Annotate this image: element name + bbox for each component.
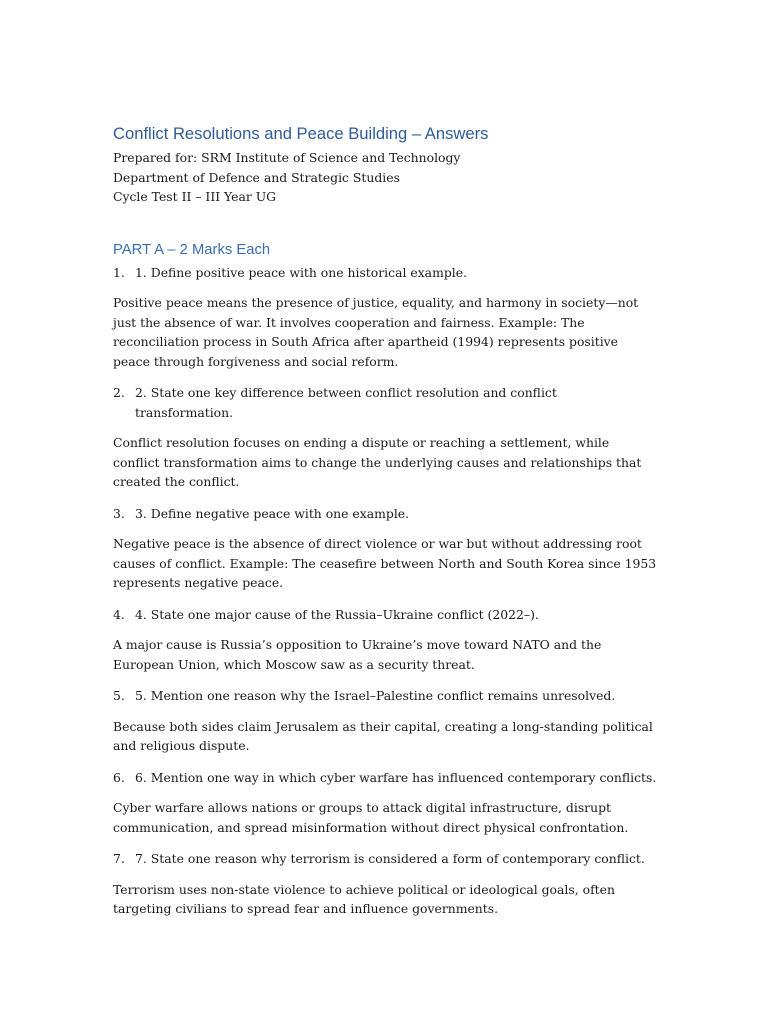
document-title: Conflict Resolutions and Peace Building – Answers bbox=[113, 124, 489, 143]
qa-item-2 bbox=[113, 383, 658, 492]
question-text: 7. State one reason why terrorism is considered a form of contemporary conflict. bbox=[135, 851, 645, 866]
question bbox=[113, 263, 658, 283]
question bbox=[113, 768, 658, 788]
answer-text: Negative peace is the absence of direct violence or war but without addressing root causes of conflict. Example: The ceasefire between North and South Korea since 1953 represents negative peace. bbox=[113, 536, 657, 590]
question-text: 1. Define positive peace with one historical example. bbox=[135, 264, 467, 280]
section-heading-part-a: PART A – 2 Marks Each bbox=[113, 241, 271, 258]
answer-text: Because both sides claim Jerusalem as their capital, creating a long-standing political and religious dispute. bbox=[113, 718, 653, 753]
answer-text: Positive peace means the presence of justice, equality, and harmony in society—not just the absence of war. It involves cooperation and fairness. Example: The reconciliation process in South Africa after apartheid (1994) represents positive peace through forgiveness and social reform. bbox=[113, 295, 639, 369]
question-text: 4. State one major cause of the Russia–Ukraine conflict (2022–). bbox=[135, 606, 539, 622]
question bbox=[113, 686, 658, 706]
question-text: 2. State one key difference between conflict resolution and conflict transformation. bbox=[135, 385, 557, 420]
qa-item-7 bbox=[113, 849, 658, 919]
question-text: 5. Mention one reason why the Israel–Palestine conflict remains unresolved. bbox=[135, 688, 616, 703]
meta-department: Department of Defence and Strategic Studies bbox=[113, 169, 400, 185]
answer-text: Cyber warfare allows nations or groups to attack digital infrastructure, disrupt communication, and spread misinformation without direct physical confrontation. bbox=[113, 800, 629, 835]
question-number: 5. bbox=[113, 688, 125, 703]
question bbox=[113, 383, 658, 422]
question-number: 4. bbox=[113, 606, 125, 622]
answer-text: A major cause is Russia’s opposition to Ukraine’s move toward NATO and the European Union, which Moscow saw as a security threat. bbox=[113, 637, 602, 672]
question-number: 7. bbox=[113, 851, 125, 866]
answer-text: Conflict resolution focuses on ending a dispute or reaching a settlement, while conflict transformation aims to change the underlying causes and relationships that created the conflict. bbox=[113, 435, 642, 489]
qa-item-6 bbox=[113, 768, 658, 838]
question-text: 3. Define negative peace with one example. bbox=[135, 505, 410, 521]
question-number: 2. bbox=[113, 385, 125, 400]
question-number: 6. bbox=[113, 769, 125, 785]
question bbox=[113, 504, 658, 524]
qa-item-4 bbox=[113, 605, 658, 675]
question-number: 1. bbox=[113, 264, 125, 280]
question-number: 3. bbox=[113, 505, 125, 521]
meta-cycle-test: Cycle Test II – III Year UG bbox=[113, 189, 277, 204]
document-page bbox=[113, 122, 658, 931]
question bbox=[113, 605, 658, 625]
question-text: 6. Mention one way in which cyber warfare has influenced contemporary conflicts. bbox=[135, 769, 657, 785]
meta-prepared-for: Prepared for: SRM Institute of Science and Technology bbox=[113, 150, 461, 165]
qa-item-3 bbox=[113, 504, 658, 593]
answer-text: Terrorism uses non-state violence to achieve political or ideological goals, often targeting civilians to spread fear and influence governments. bbox=[113, 881, 615, 916]
qa-item-5 bbox=[113, 686, 658, 756]
qa-item-1 bbox=[113, 263, 658, 372]
question bbox=[113, 849, 658, 869]
